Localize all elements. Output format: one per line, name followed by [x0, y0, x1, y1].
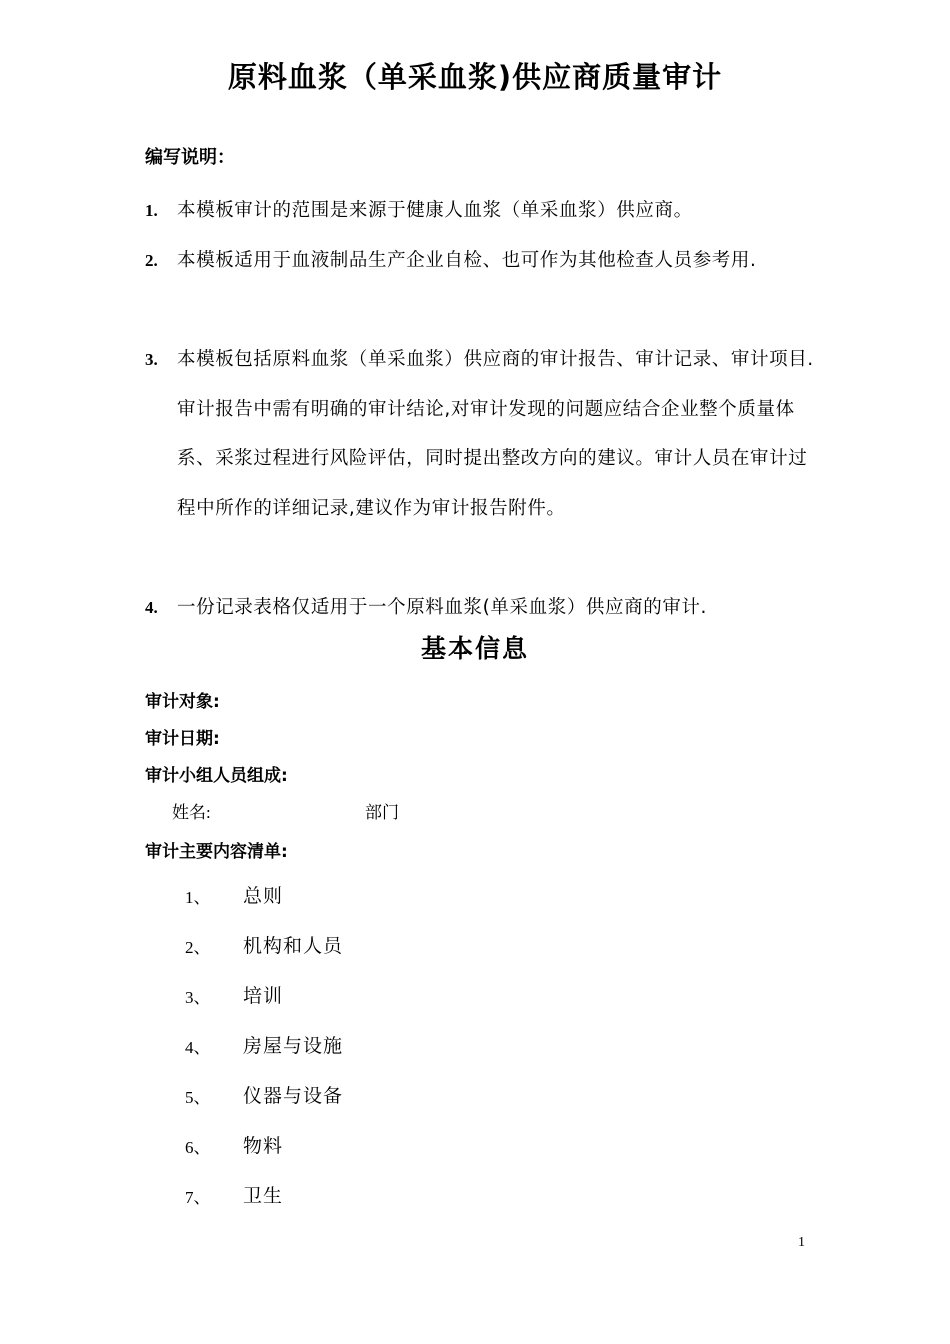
list-item-label: 物料	[243, 1135, 284, 1157]
department-label: 部门	[365, 803, 399, 822]
instruction-text: 本模板审计的范围是来源于健康人血浆（单采血浆）供应商。	[177, 200, 693, 221]
audit-contents-label: 审计主要内容清单:	[145, 842, 288, 862]
list-item	[185, 1081, 585, 1111]
list-item-number: 3、	[185, 988, 211, 1007]
instruction-number: 4.	[145, 598, 158, 617]
list-item	[185, 1131, 585, 1161]
basic-info-heading: 基本信息	[420, 634, 529, 663]
list-item-number: 6、	[185, 1138, 211, 1157]
list-item-number: 5、	[185, 1088, 211, 1107]
instruction-item-4	[145, 583, 825, 633]
instruction-number: 1.	[145, 201, 158, 220]
instruction-item-3	[145, 335, 825, 533]
list-item-number: 2、	[185, 938, 211, 957]
audit-date-label: 审计日期:	[145, 729, 220, 749]
list-item-label: 卫生	[243, 1185, 284, 1207]
list-item-label: 培训	[243, 985, 284, 1007]
instruction-number: 2.	[145, 251, 158, 270]
list-item	[185, 1031, 585, 1061]
instruction-item-1	[145, 186, 825, 236]
instruction-number: 3.	[145, 350, 158, 369]
list-item	[185, 931, 585, 961]
instruction-text: 本模板适用于血液制品生产企业自检、也可作为其他检查人员参考用.	[177, 250, 757, 271]
instruction-text: 本模板包括原料血浆（单采血浆）供应商的审计报告、审计记录、审计项目.审计报告中需有明确的审计结论,对审计发现的问题应结合企业整个质量体系、采浆过程进行风险评估，同时提出整改方向的建议。审计人员在审计过程中所作的详细记录,建议作为审计报告附件。	[177, 349, 814, 519]
instruction-text: 一份记录表格仅适用于一个原料血浆(单采血浆）供应商的审计.	[177, 597, 708, 618]
intro-heading: 编写说明：	[145, 147, 235, 168]
list-item-number: 4、	[185, 1038, 211, 1057]
instruction-item-2	[145, 236, 825, 286]
document-title: 原料血浆（单采血浆)供应商质量审计	[227, 60, 723, 94]
list-item	[185, 881, 585, 911]
page-number: 1	[798, 1235, 805, 1250]
list-item-number: 1、	[185, 888, 211, 907]
list-item	[185, 1181, 585, 1211]
audit-team-label: 审计小组人员组成:	[145, 766, 288, 786]
name-label: 姓名:	[172, 803, 211, 822]
list-item-number: 7、	[185, 1188, 211, 1207]
list-item-label: 仪器与设备	[243, 1085, 344, 1107]
list-item-label: 机构和人员	[243, 935, 344, 957]
list-item-label: 总则	[243, 885, 284, 907]
audit-object-label: 审计对象:	[145, 692, 220, 712]
list-item	[185, 981, 585, 1011]
list-item-label: 房屋与设施	[243, 1035, 344, 1057]
